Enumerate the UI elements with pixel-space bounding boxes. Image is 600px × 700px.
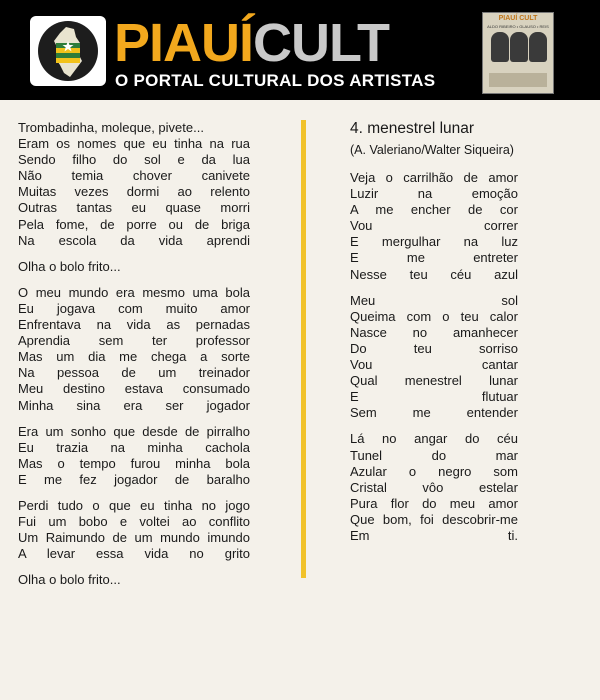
album-cover-thumbnail[interactable] [482,12,554,94]
album-cover-portrait [491,32,509,62]
stanza [18,120,250,249]
lyric-line: Trombadinha, moleque, pivete... [18,120,204,135]
lyric-line: Muitas vezes dormi ao relento [18,184,250,200]
lyrics-left-column [18,120,250,588]
lyric-line: Minha sina era ser jogador [18,397,250,413]
lyric-line: Vou cantar [350,357,518,373]
piaui-logo[interactable] [30,16,106,86]
stanza-gap [18,562,250,572]
lyric-line: Mas o tempo furou minha bola [18,455,250,471]
site-title-piaui: PIAUÍ [114,13,254,73]
site-title[interactable] [114,12,389,74]
lyric-line: Queima com o teu calor [350,308,518,324]
album-cover-portrait [510,32,528,62]
stanza [350,293,518,422]
lyrics-page [0,100,600,700]
lyric-line: Um Raimundo de um mundo imundo [18,530,250,546]
stanza-gap [350,421,518,431]
lyric-line: Luzir na emoção [350,186,518,202]
lyric-line: A me encher de cor [350,202,518,218]
lyric-line: Meu sol [350,292,518,308]
lyric-line: Eram os nomes que eu tinha na rua [18,136,250,152]
song-stanzas [350,170,518,544]
lyric-line: Outras tantas eu quase morri [18,200,250,216]
song-author: (A. Valeriano/Walter Siqueira) [350,143,514,157]
lyric-line: Sem me entender [350,405,518,421]
lyric-line: Em ti. [350,527,518,543]
lyric-line: Eu jogava com muito amor [18,300,250,316]
stanza [350,431,518,544]
lyric-line: E me fez jogador de baralho [18,471,250,487]
lyric-line: Enfrentava na vida as pernadas [18,317,250,333]
lyric-line: E me entreter [350,250,518,266]
lyric-line: Nasce no amanhecer [350,324,518,340]
lyric-line: Lá no angar do céu [350,431,518,447]
stanza [18,424,250,488]
lyric-line: Olha o bolo frito... [18,258,121,274]
lyric-line: Era um sonho que desde de pirralho [18,423,250,439]
lyric-line: Vou correr [350,218,518,234]
lyric-line: Tunel do mar [350,447,518,463]
lyric-line: Nesse teu céu azul [350,266,518,282]
lyric-line: Eu trazia na minha cachola [18,439,250,455]
lyric-line: Na pessoa de um treinador [18,365,250,381]
lyric-line: Não temia chover canivete [18,168,250,184]
lyric-line: Perdi tudo o que eu tinha no jogo [18,497,250,513]
lyric-line: Do teu sorriso [350,340,518,356]
album-cover-portrait [529,32,547,62]
stanza-gap [18,414,250,424]
lyric-line: Na escola da vida aprendi [18,232,250,248]
site-tagline: O PORTAL CULTURAL DOS ARTISTAS [115,71,436,90]
stanza-gap [18,488,250,498]
stanza [18,259,250,275]
lyric-line: Azular o negro som [350,463,518,479]
lyric-line: Meu destino estava consumado [18,381,250,397]
album-cover-title: PIAUÍ CULT [498,15,538,22]
header-banner [0,0,600,100]
lyric-line: Sendo filho do sol e da lua [18,152,250,168]
song-title: 4. menestrel lunar [350,120,475,137]
lyric-line: Pura flor do meu amor [350,495,518,511]
lyric-line: O meu mundo era mesmo uma bola [18,284,250,300]
stanza [18,285,250,414]
lyric-line: E flutuar [350,389,518,405]
site-title-cult: CULT [253,13,389,73]
lyric-line: Pela fome, de porre ou de briga [18,216,250,232]
lyrics-right-column [350,120,518,544]
stanza-gap [18,249,250,259]
lyric-line: Aprendia sem ter professor [18,333,250,349]
lyric-line: A levar essa vida no grito [18,546,250,562]
lyric-line: Mas um dia me chega a sorte [18,349,250,365]
lyric-line: Fui um bobo e voltei ao conflito [18,514,250,530]
stanza-gap [350,283,518,293]
lyric-line: Veja o carrilhão de amor [350,170,518,185]
stanza-gap [18,275,250,285]
stanza [18,498,250,562]
stanza [18,572,250,588]
lyric-line: Cristal vôo estelar [350,479,518,495]
lyric-line: Qual menestrel lunar [350,373,518,389]
lyric-line: Que bom, foi descobrir-me [350,511,518,527]
lyric-line: E mergulhar na luz [350,234,518,250]
piaui-map-icon [36,19,100,83]
column-divider [301,120,306,578]
stanza [350,170,518,283]
lyric-line: Olha o bolo frito... [18,572,121,588]
album-cover-footer [489,73,547,87]
album-cover-names: ALDO RIBEIRO • GLAUSO • REIS [487,24,549,29]
